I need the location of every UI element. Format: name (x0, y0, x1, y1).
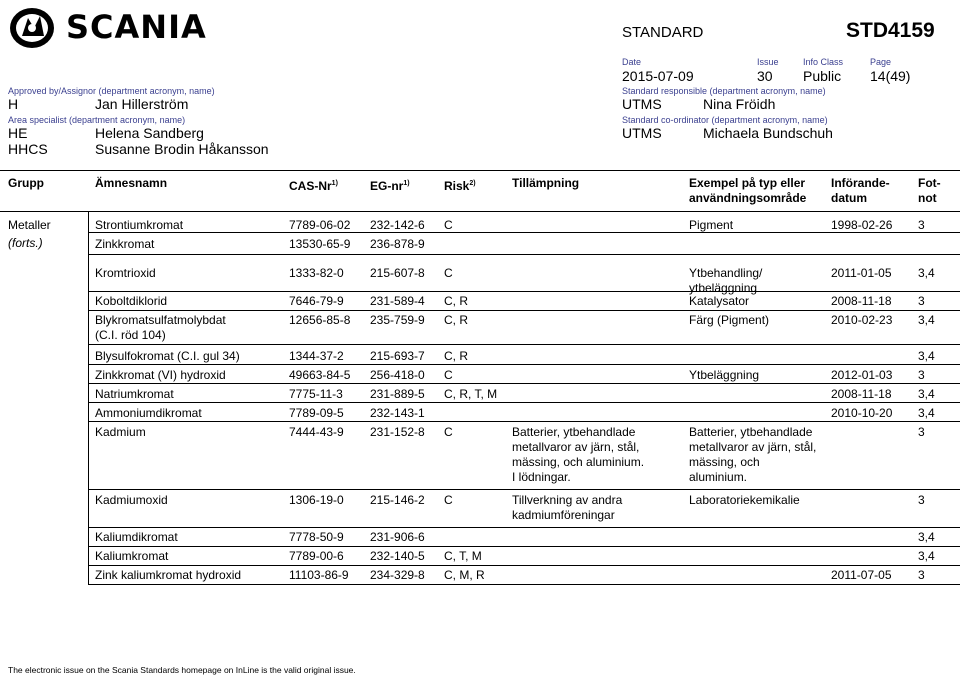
date-value: 2015-07-09 (622, 68, 694, 84)
cell-ex: Laboratoriekemikalie (689, 493, 800, 507)
cell-datum: 1998-02-26 (831, 218, 893, 232)
cell-datum: 2010-10-20 (831, 406, 893, 420)
cell-cas: 7444-43-9 (289, 425, 344, 439)
cell-fn: 3 (918, 218, 925, 232)
cell-name: Zinkkromat (VI) hydroxid (95, 368, 226, 382)
cell-name: Kromtrioxid (95, 266, 156, 280)
cell-fn: 3,4 (918, 266, 935, 280)
info-class-value: Public (803, 68, 842, 84)
cell-eg: 256-418-0 (370, 368, 425, 382)
cell-cas: 7646-79-9 (289, 294, 344, 308)
responsible-name: Nina Fröidh (703, 96, 776, 112)
cell-risk: C (444, 493, 453, 507)
row-divider (88, 489, 960, 490)
header-inforande: Införande- datum (831, 176, 890, 205)
cell-cas: 1306-19-0 (289, 493, 344, 507)
cell-eg: 231-589-4 (370, 294, 425, 308)
cell-name: Blykromatsulfatmolybdat (C.I. röd 104) (95, 313, 226, 342)
standard-responsible-label: Standard responsible (department acronym, name) (622, 86, 826, 96)
group-label: Metaller (8, 218, 51, 232)
cell-cas: 12656-85-8 (289, 313, 351, 327)
footer-note: The electronic issue on the Scania Standards homepage on InLine is the valid original issue. (8, 665, 356, 675)
cell-cas: 7778-50-9 (289, 530, 344, 544)
cell-cas: 11103-86-9 (289, 568, 349, 582)
cell-fn: 3,4 (918, 406, 935, 420)
cell-risk: C, M, R (444, 568, 485, 582)
row-divider (88, 232, 960, 233)
logo-wordmark: SCANIA (66, 8, 207, 46)
cell-name: Natriumkromat (95, 387, 174, 401)
header-risk: Risk$^{2)}$ (444, 179, 476, 193)
table-left-rule (88, 211, 89, 584)
header-tillampning: Tillämpning (512, 176, 580, 190)
cell-name: Kaliumdikromat (95, 530, 178, 544)
cell-eg: 232-143-1 (370, 406, 425, 420)
cell-cas: 49663-84-5 (289, 368, 351, 382)
cell-risk: C, T, M (444, 549, 482, 563)
griffin-emblem-icon (8, 6, 60, 50)
cell-cas: 13530-65-9 (289, 237, 351, 251)
coordinator-name: Michaela Bundschuh (703, 125, 833, 141)
cell-cas: 7789-09-5 (289, 406, 344, 420)
cell-risk: C, R (444, 294, 468, 308)
cell-name: Kadmiumoxid (95, 493, 168, 507)
cell-fn: 3,4 (918, 549, 935, 563)
cell-datum: 2012-01-03 (831, 368, 893, 382)
approved-name: Jan Hillerström (95, 96, 189, 112)
area-specialist-label: Area specialist (department acronym, name) (8, 115, 186, 125)
specialist-dept: HHCS (8, 141, 48, 157)
info-class-label: Info Class (803, 57, 844, 67)
cell-eg: 232-140-5 (370, 549, 425, 563)
cell-fn: 3,4 (918, 349, 935, 363)
cell-eg: 215-693-7 (370, 349, 425, 363)
row-divider (88, 565, 960, 566)
cell-datum: 2011-01-05 (831, 266, 892, 280)
row-divider (88, 254, 960, 255)
cell-name: Koboltdiklorid (95, 294, 168, 308)
cell-name: Kaliumkromat (95, 549, 169, 563)
cell-eg: 215-146-2 (370, 493, 425, 507)
cell-fn: 3 (918, 425, 925, 439)
table-header-rule (0, 211, 960, 212)
header-grupp: Grupp (8, 176, 44, 190)
row-divider (88, 344, 960, 345)
cell-ex: Färg (Pigment) (689, 313, 770, 327)
cell-risk: C (444, 425, 453, 439)
table-top-rule (0, 170, 960, 171)
coordinator-dept: UTMS (622, 125, 662, 141)
specialist-name: Susanne Brodin Håkansson (95, 141, 269, 157)
cell-fn: 3,4 (918, 530, 935, 544)
header-cas: CAS-Nr$^{1)}$ (289, 179, 338, 193)
issue-value: 30 (757, 68, 773, 84)
cell-datum: 2010-02-23 (831, 313, 893, 327)
row-divider (88, 291, 960, 292)
cell-risk: C, R (444, 349, 468, 363)
document-type: STANDARD (622, 24, 704, 41)
specialist-name: Helena Sandberg (95, 125, 204, 141)
row-divider (88, 527, 960, 528)
cell-risk: C, R (444, 313, 468, 327)
cell-ex: Ytbeläggning (689, 368, 760, 382)
responsible-dept: UTMS (622, 96, 662, 112)
cell-ex: Ytbehandling/ ytbeläggning (689, 266, 763, 295)
header-amnesnamn: Ämnesnamn (95, 176, 168, 190)
row-divider (88, 402, 960, 403)
cell-risk: C (444, 218, 453, 232)
cell-datum: 2008-11-18 (831, 294, 892, 308)
cell-ex: Pigment (689, 218, 734, 232)
row-divider (88, 364, 960, 365)
cell-risk: C (444, 368, 453, 382)
header-fotnot: Fot- not (918, 176, 941, 205)
cell-eg: 235-759-9 (370, 313, 425, 327)
cell-till: Batterier, ytbehandlade metallvaror av järn, stål, mässing, och aluminium. I lödningar. (512, 425, 645, 484)
specialist-dept: HE (8, 125, 28, 141)
cell-fn: 3,4 (918, 313, 935, 327)
cell-cas: 7789-06-02 (289, 218, 351, 232)
cell-datum: 2008-11-18 (831, 387, 892, 401)
cell-ex: Katalysator (689, 294, 750, 308)
cell-till: Tillverkning av andra kadmiumföreningar (512, 493, 623, 522)
cell-eg: 231-906-6 (370, 530, 425, 544)
cell-eg: 236-878-9 (370, 237, 425, 251)
row-divider (88, 546, 960, 547)
document-number: STD4159 (846, 19, 935, 42)
cell-eg: 232-142-6 (370, 218, 425, 232)
cell-eg: 231-889-5 (370, 387, 425, 401)
row-divider (88, 310, 960, 311)
cell-risk: C (444, 266, 453, 280)
approved-by-label: Approved by/Assignor (department acronym, name) (8, 86, 215, 96)
cell-cas: 7789-00-6 (289, 549, 344, 563)
row-divider (88, 584, 960, 585)
cell-risk: C, R, T, M (444, 387, 498, 401)
cell-name: Kadmium (95, 425, 146, 439)
cell-fn: 3 (918, 568, 925, 582)
header-exempel: Exempel på typ eller användningsområde (689, 176, 807, 205)
group-continued-label: (forts.) (8, 236, 43, 250)
cell-fn: 3 (918, 493, 925, 507)
cell-cas: 1344-37-2 (289, 349, 344, 363)
cell-fn: 3,4 (918, 387, 935, 401)
cell-datum: 2011-07-05 (831, 568, 892, 582)
page-value: 14(49) (870, 68, 911, 84)
header-eg: $EG-nr^{1)}$ (370, 179, 410, 193)
cell-cas: 7775-11-3 (289, 387, 343, 401)
cell-eg: 231-152-8 (370, 425, 425, 439)
cell-cas: 1333-82-0 (289, 266, 344, 280)
cell-name: Zink kaliumkromat hydroxid (95, 568, 242, 582)
row-divider (88, 383, 960, 384)
cell-eg: 215-607-8 (370, 266, 425, 280)
cell-ex: Batterier, ytbehandlade metallvaror av järn, stål, mässing, och aluminium. (689, 425, 817, 484)
cell-name: Strontiumkromat (95, 218, 184, 232)
cell-name: Ammoniumdikromat (95, 406, 202, 420)
approved-dept: H (8, 96, 19, 112)
cell-fn: 3 (918, 294, 925, 308)
date-label: Date (622, 57, 642, 67)
cell-eg: 234-329-8 (370, 568, 425, 582)
cell-fn: 3 (918, 368, 925, 382)
cell-name: Blysulfokromat (C.I. gul 34) (95, 349, 240, 363)
page-label: Page (870, 57, 892, 67)
standard-coordinator-label: Standard co-ordinator (department acronym, name) (622, 115, 828, 125)
cell-name: Zinkkromat (95, 237, 155, 251)
issue-label: Issue (757, 57, 779, 67)
row-divider (88, 421, 960, 422)
